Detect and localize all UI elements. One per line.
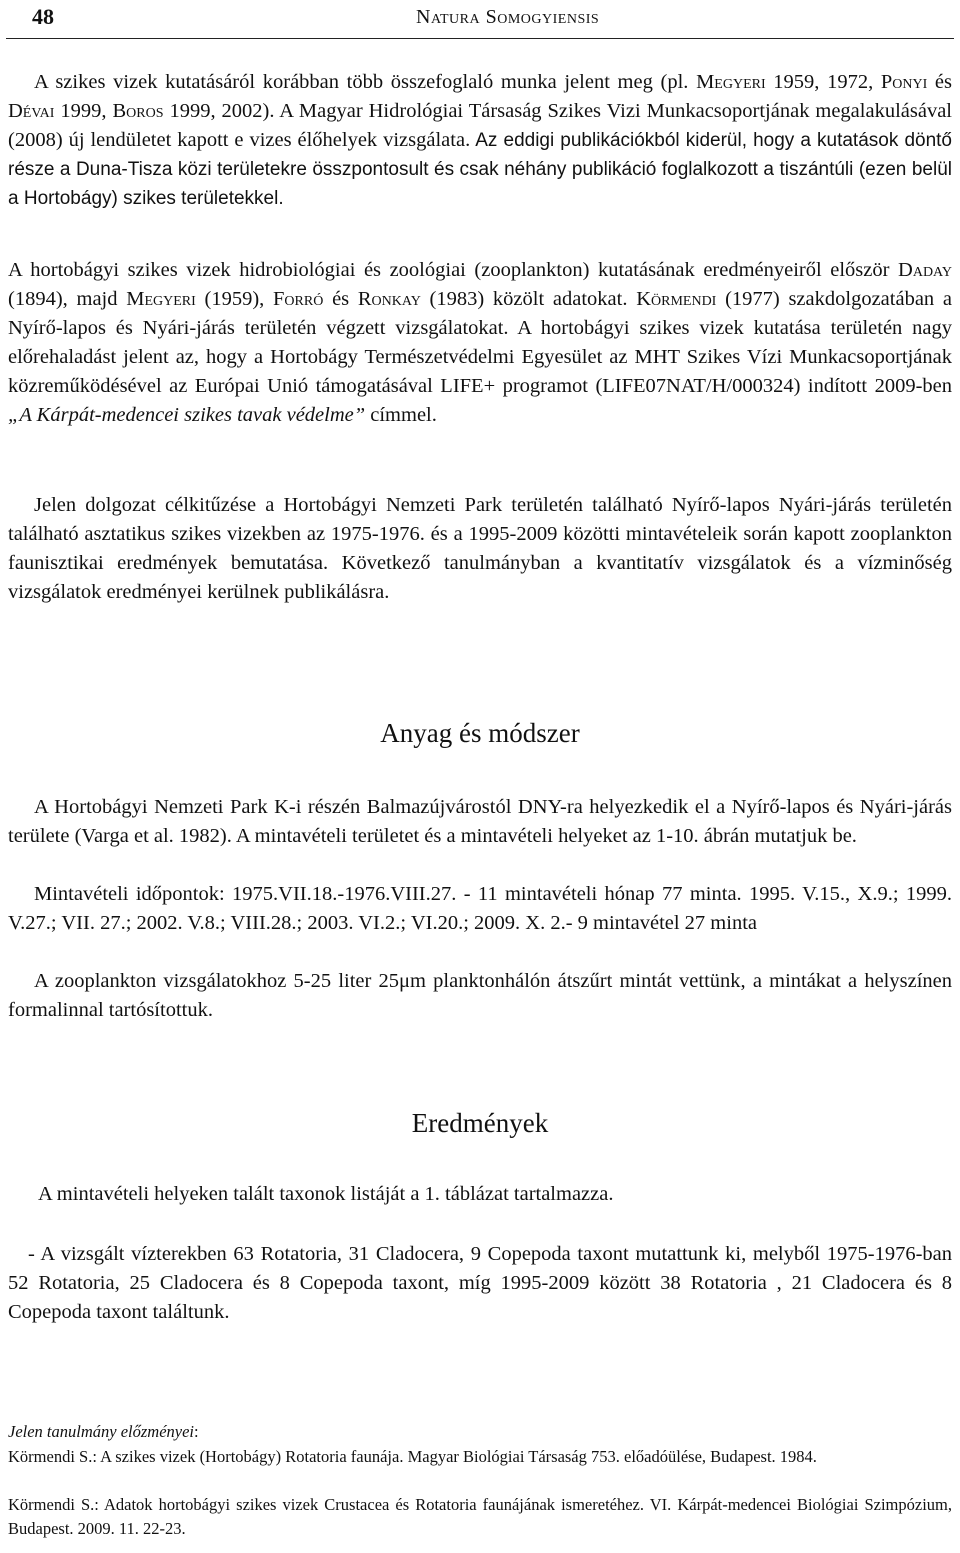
footnote-label: Jelen tanulmány előzményei: (8, 1422, 199, 1441)
methods-paragraph-3: A zooplankton vizsgálatokhoz 5-25 liter 25μm planktonhálón átszűrt mintát vettünk, a mintákat a helyszínen formalinnal tartósítottuk. (8, 970, 952, 1021)
intro-paragraph-1: A szikes vizek kutatásáról korábban több összefoglaló munka jelent meg (pl. Megyeri 1959, 1972, Ponyi és Dévai 1999, Boros 1999, 2002). A Magyar Hidrológiai Társaság Szikes Vizi Munkacsoportjának megalakulásával (2008) új lendületet kapott e vizes élőhelyek vizsgálata. Az eddigi publikációkból kiderül, hogy a kutatások döntő része a Duna-Tisza közi területekre összpontosult és csak néhány publikáció foglalkozott a tiszántúli (ezen belül a Hortobágy) szikes területekkel. (8, 71, 953, 209)
intro-paragraph-2: A hortobágyi szikes vizek hidrobiológiai és zoológiai (zooplankton) kutatásának eredményeiről először Daday (1894), majd Megyeri (1959), Forró és Ronkay (1983) közölt adatokat. Körmendi (1977) szakdolgozatában a Nyírő-lapos és Nyári-járás területén végzett vizsgálatokat. A hortobágyi szikes vizek kutatása területén nagy előrehaladást jelent az, hogy a Hortobágy Természetvédelmi Egyesület az MHT Szikes Vízi Munkacsoportjának közreműködésével az Európai Unió támogatásával LIFE+ programot (LIFE07NAT/H/000324) indított 2009-ben „A Kárpát-medencei szikes tavak védelme” címmel. (8, 259, 952, 426)
section-heading-methods: Anyag és módszer (380, 718, 580, 748)
results-paragraph-2: - A vizsgált vízterekben 63 Rotatoria, 31 Cladocera, 9 Copepoda taxont mutattunk ki, melyből 1975-1976-ban 52 Rotatoria, 25 Cladocera és 8 Copepoda taxont, míg 1995-2009 között 38 Rotatoria , 21 Cladocera és 8 Copepoda taxont találtunk. (8, 1243, 952, 1323)
section-heading-results: Eredmények (411, 1108, 549, 1138)
footnote-reference-2: Körmendi S.: Adatok hortobágyi szikes vizek Crustacea és Rotatoria faunájának ismeretéhez. VI. Kárpát-medencei Biológiai Szimpózium, Budapest. 2009. 11. 22-23. (8, 1495, 952, 1538)
journal-title: Natura Somogyiensis (416, 6, 600, 28)
page-header (6, 0, 954, 39)
footnote-reference-1: Körmendi S.: A szikes vizek (Hortobágy) Rotatoria faunája. Magyar Biológiai Társaság 753. előadóülése, Budapest. 1984. (8, 1447, 817, 1466)
intro-paragraph-3: Jelen dolgozat célkitűzése a Hortobágyi Nemzeti Park területén található Nyírő-lapos Nyári-járás területén található asztatikus szikes vizekben az 1975-1976. és a 1995-2009 közötti mintavételeik során kapott zooplankton faunisztikai eredmények bemutatása. Következő tanulmányban a kvantitatív vizsgálatok és a vízminőség vizsgálatok eredményei kerülnek publikálásra. (8, 494, 952, 603)
methods-paragraph-2: Mintavételi időpontok: 1975.VII.18.-1976.VIII.27. - 11 mintavételi hónap 77 minta. 1995. V.15., X.9.; 1999. V.27.; VII. 27.; 2002. V.8.; VIII.28.; 2003. VI.2.; VI.20.; 2009. X. 2.- 9 mintavétel 27 minta (8, 883, 952, 934)
methods-paragraph-1: A Hortobágyi Nemzeti Park K-i részén Balmazújvárostól DNY-ra helyezkedik el a Nyírő-lapos és Nyári-járás területe (Varga et al. 1982). A mintavételi területet és a mintavételi helyeket az 1-10. ábrán mutatjuk be. (8, 796, 952, 847)
results-paragraph-1: A mintavételi helyeken talált taxonok listáját a 1. táblázat tartalmazza. (38, 1183, 614, 1205)
page-number: 48 (32, 4, 54, 29)
